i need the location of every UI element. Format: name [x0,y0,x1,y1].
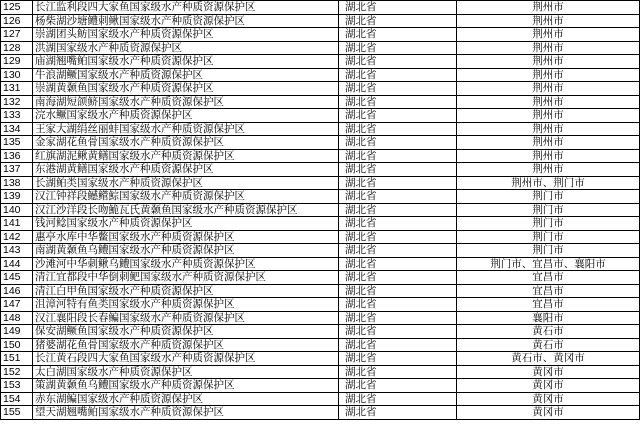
city: 荆州市 [457,136,640,150]
table-row [1,14,640,28]
row-number: 139 [1,190,33,204]
table-row [1,136,640,150]
table-row [1,176,640,190]
row-number: 153 [1,379,33,393]
reserve-name: 赤东湖鳊国家级水产种质资源保护区 [33,392,339,406]
province: 湖北省 [339,352,457,366]
reserve-name: 长江黄石段四大家鱼国家级水产种质资源保护区 [33,352,339,366]
city: 荆州市 [457,163,640,177]
reserve-name: 红旗湖泥鳅黄鳝国家级水产种质资源保护区 [33,149,339,163]
row-number: 130 [1,68,33,82]
reserve-name: 钱河鲶国家级水产种质资源保护区 [33,217,339,231]
city: 荆州市、荆门市 [457,176,640,190]
province: 湖北省 [339,176,457,190]
row-number: 128 [1,41,33,55]
reserve-name: 东港湖黄鳝国家级水产种质资源保护区 [33,163,339,177]
reserve-name: 浣水鳜国家级水产种质资源保护区 [33,109,339,123]
province: 湖北省 [339,41,457,55]
city: 荆州市 [457,82,640,96]
reserve-name: 庙湖翘嘴鲌国家级水产种质资源保护区 [33,55,339,69]
row-number: 135 [1,136,33,150]
city: 荆州市 [457,95,640,109]
row-number: 147 [1,298,33,312]
city: 黄石市 [457,338,640,352]
city: 荆州市 [457,122,640,136]
city: 荆州市 [457,28,640,42]
table-row [1,82,640,96]
province: 湖北省 [339,14,457,28]
row-number: 152 [1,365,33,379]
row-number: 131 [1,82,33,96]
province: 湖北省 [339,298,457,312]
table-row [1,1,640,15]
reserve-name: 牛浪湖鳜国家级水产种质资源保护区 [33,68,339,82]
city: 黄石市、黄冈市 [457,352,640,366]
reserve-name: 金家湖花鱼骨国家级水产种质资源保护区 [33,136,339,150]
city: 黄冈市 [457,392,640,406]
table-row [1,352,640,366]
province: 湖北省 [339,406,457,420]
city: 荆门市 [457,230,640,244]
city: 荆门市、宜昌市、襄阳市 [457,257,640,271]
city: 荆州市 [457,149,640,163]
table-row [1,406,640,420]
province: 湖北省 [339,392,457,406]
reserve-name: 沙滩河中华刺鳅乌鳢国家级水产种质资源保护区 [33,257,339,271]
table-row [1,203,640,217]
table-row [1,190,640,204]
table-body [1,1,640,420]
province: 湖北省 [339,55,457,69]
province: 湖北省 [339,203,457,217]
province: 湖北省 [339,271,457,285]
table-row [1,149,640,163]
table-row [1,230,640,244]
row-number: 151 [1,352,33,366]
reserve-name: 杨柴湖沙塘鳢刺鳅国家级水产种质资源保护区 [33,14,339,28]
city: 宜昌市 [457,271,640,285]
province: 湖北省 [339,284,457,298]
city: 荆州市 [457,1,640,15]
city: 荆门市 [457,203,640,217]
table-row [1,392,640,406]
province: 湖北省 [339,338,457,352]
reserve-name: 长江监利段四大家鱼国家级水产种质资源保护区 [33,1,339,15]
province: 湖北省 [339,149,457,163]
table-row [1,298,640,312]
reserve-name: 南海湖短颌鲚国家级水产种质资源保护区 [33,95,339,109]
reserve-name: 太白湖国家级水产种质资源保护区 [33,365,339,379]
reserve-name: 汉江钟祥段鳡鳤鯮国家级水产种质资源保护区 [33,190,339,204]
table-row [1,28,640,42]
row-number: 137 [1,163,33,177]
row-number: 132 [1,95,33,109]
city: 荆州市 [457,14,640,28]
city: 黄冈市 [457,406,640,420]
province: 湖北省 [339,68,457,82]
province: 湖北省 [339,1,457,15]
city: 荆门市 [457,244,640,258]
table-row [1,109,640,123]
reserve-name: 清江白甲鱼国家级水产种质资源保护区 [33,284,339,298]
reserve-name: 崇湖团头鲂国家级水产种质资源保护区 [33,28,339,42]
city: 宜昌市 [457,284,640,298]
table-row [1,217,640,231]
province: 湖北省 [339,163,457,177]
row-number: 146 [1,284,33,298]
row-number: 138 [1,176,33,190]
city: 荆州市 [457,41,640,55]
city: 宜昌市 [457,298,640,312]
row-number: 141 [1,217,33,231]
reserve-name: 保安湖鳜鱼国家级水产种质资源保护区 [33,325,339,339]
city: 荆州市 [457,68,640,82]
table-row [1,244,640,258]
province: 湖北省 [339,122,457,136]
province: 湖北省 [339,217,457,231]
province: 湖北省 [339,190,457,204]
row-number: 134 [1,122,33,136]
table-row [1,325,640,339]
row-number: 143 [1,244,33,258]
row-number: 150 [1,338,33,352]
reserve-name: 望天湖翘嘴鲌国家级水产种质资源保护区 [33,406,339,420]
province: 湖北省 [339,325,457,339]
reserve-name: 猪婆湖花鱼骨国家级水产种质资源保护区 [33,338,339,352]
row-number: 140 [1,203,33,217]
city: 黄冈市 [457,365,640,379]
city: 荆州市 [457,109,640,123]
row-number: 154 [1,392,33,406]
province: 湖北省 [339,28,457,42]
table-row [1,284,640,298]
province: 湖北省 [339,365,457,379]
reserve-name: 南湖黄颡鱼乌鳢国家级水产种质资源保护区 [33,244,339,258]
row-number: 148 [1,311,33,325]
row-number: 127 [1,28,33,42]
table-row [1,55,640,69]
table-row [1,379,640,393]
province: 湖北省 [339,109,457,123]
row-number: 155 [1,406,33,420]
row-number: 145 [1,271,33,285]
table-row [1,365,640,379]
row-number: 126 [1,14,33,28]
province: 湖北省 [339,136,457,150]
table-row [1,41,640,55]
province: 湖北省 [339,82,457,96]
reserve-name: 清江宜都段中华倒刺鲃国家级水产种质资源保护区 [33,271,339,285]
table-row [1,257,640,271]
reserve-name: 沮漳河特有鱼类国家级水产种质资源保护区 [33,298,339,312]
table-row [1,68,640,82]
city: 荆门市 [457,217,640,231]
row-number: 129 [1,55,33,69]
row-number: 125 [1,1,33,15]
row-number: 133 [1,109,33,123]
reserve-name: 崇湖黄颡鱼国家级水产种质资源保护区 [33,82,339,96]
city: 黄冈市 [457,379,640,393]
reserve-name: 策湖黄颡鱼乌鳢国家级水产种质资源保护区 [33,379,339,393]
city: 荆州市 [457,55,640,69]
reserve-name: 汉江襄阳段长春鳊国家级水产种质资源保护区 [33,311,339,325]
reserve-name: 王家大湖绢丝丽蚌国家级水产种质资源保护区 [33,122,339,136]
table-row [1,271,640,285]
province: 湖北省 [339,311,457,325]
city: 襄阳市 [457,311,640,325]
province: 湖北省 [339,257,457,271]
table-row [1,163,640,177]
table-row [1,95,640,109]
table-row [1,311,640,325]
row-number: 144 [1,257,33,271]
province: 湖北省 [339,95,457,109]
table-row [1,338,640,352]
province: 湖北省 [339,230,457,244]
city: 黄石市 [457,325,640,339]
province: 湖北省 [339,379,457,393]
reserve-name: 惠亭水库中华鳖国家级水产种质资源保护区 [33,230,339,244]
table-row [1,122,640,136]
reserve-name: 长湖鲌类国家级水产种质资源保护区 [33,176,339,190]
row-number: 149 [1,325,33,339]
province: 湖北省 [339,244,457,258]
reserve-name: 汉江沙洋段长吻鮠瓦氏黄颡鱼国家级水产种质资源保护区 [33,203,339,217]
row-number: 136 [1,149,33,163]
reserve-name: 洪湖国家级水产种质资源保护区 [33,41,339,55]
city: 荆门市 [457,190,640,204]
row-number: 142 [1,230,33,244]
